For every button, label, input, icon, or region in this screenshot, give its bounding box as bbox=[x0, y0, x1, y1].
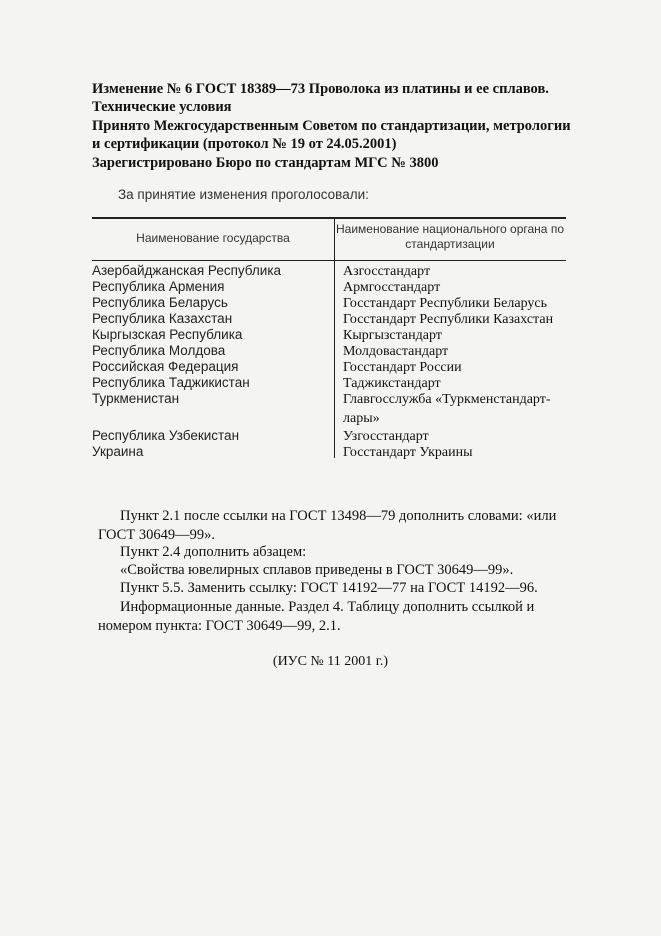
organ-name: Кыргызстандарт bbox=[343, 328, 442, 343]
table-top-rule bbox=[92, 217, 566, 219]
state-name: Республика Молдова bbox=[92, 343, 226, 358]
registration-statement: Зарегистрировано Бюро по стандартам МГС № 3800 bbox=[92, 155, 439, 171]
amendment-clause-2-4: Пункт 2.4 дополнить абзацем: bbox=[120, 544, 307, 560]
table-row bbox=[0, 358, 661, 374]
organ-name: Главгосслужба «Туркменстандарт-лары» bbox=[343, 392, 551, 426]
table-row bbox=[0, 294, 661, 310]
state-name: Республика Армения bbox=[92, 279, 225, 294]
vote-intro: За принятие изменения проголосовали: bbox=[118, 187, 369, 202]
table-row bbox=[0, 278, 661, 294]
state-name: Республика Беларусь bbox=[92, 295, 228, 310]
amendment-info-data: Информационные данные. Раздел 4. Таблицу дополнить ссылкой и номером пункта: ГОСТ 30649—99, 2.1. bbox=[98, 599, 535, 634]
voting-table-body bbox=[0, 262, 661, 459]
table-row bbox=[0, 342, 661, 358]
organ-name: Госстандарт Республики Беларусь bbox=[343, 296, 548, 311]
state-name: Украина bbox=[92, 444, 144, 459]
organ-name: Азгосстандарт bbox=[343, 264, 431, 279]
organ-name: Госстандарт России bbox=[343, 360, 462, 375]
amendment-clause-2-1: Пункт 2.1 после ссылки на ГОСТ 13498—79 дополнить словами: «или ГОСТ 30649—99». bbox=[98, 508, 557, 543]
organ-name: Госстандарт Украины bbox=[343, 445, 473, 460]
table-row bbox=[0, 390, 661, 427]
organ-name: Таджикстандарт bbox=[343, 376, 441, 391]
publication-reference: (ИУС № 11 2001 г.) bbox=[272, 654, 389, 669]
table-row bbox=[0, 443, 661, 459]
amendment-clause-2-4-text: «Свойства ювелирных сплавов приведены в ГОСТ 30649—99». bbox=[120, 562, 514, 578]
table-row bbox=[0, 310, 661, 326]
organ-name: Армгосстандарт bbox=[343, 280, 441, 295]
organ-name: Молдовастандарт bbox=[343, 344, 449, 359]
state-name: Кыргызская Республика bbox=[92, 327, 243, 342]
column-header-state: Наименование государства bbox=[136, 231, 290, 245]
organ-name: Узгосстандарт bbox=[343, 429, 429, 444]
amendment-clause-5-5: Пункт 5.5. Заменить ссылку: ГОСТ 14192—77 на ГОСТ 14192—96. bbox=[120, 580, 538, 596]
state-name: Азербайджанская Республика bbox=[92, 263, 282, 278]
state-name: Республика Узбекистан bbox=[92, 428, 240, 443]
organ-name: Госстандарт Республики Казахстан bbox=[343, 312, 554, 327]
table-header-rule bbox=[92, 260, 566, 261]
state-name: Российская Федерация bbox=[92, 359, 239, 374]
table-row bbox=[0, 427, 661, 443]
amendment-title: Изменение № 6 ГОСТ 18389—73 Проволока из платины и ее сплавов. Технические условия bbox=[92, 81, 549, 115]
state-name: Республика Таджикистан bbox=[92, 375, 250, 390]
adoption-statement: Принято Межгосударственным Советом по стандартизации, метрологии и сертификации (протокол № 19 от 24.05.2001) bbox=[92, 118, 571, 152]
state-name: Республика Казахстан bbox=[92, 311, 233, 326]
state-name: Туркменистан bbox=[92, 391, 180, 406]
table-row bbox=[0, 262, 661, 278]
column-header-organ: Наименование национального органа по стандартизации bbox=[336, 222, 564, 251]
table-row bbox=[0, 326, 661, 342]
table-row bbox=[0, 374, 661, 390]
